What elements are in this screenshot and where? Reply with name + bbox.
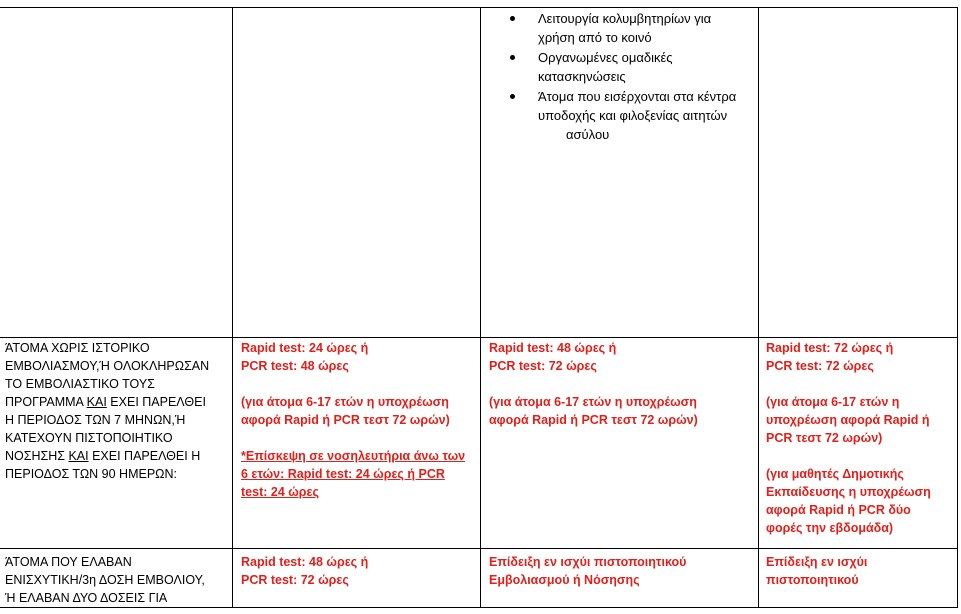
category-cell-booster: ΆΤΟΜΑ ΠΟΥ ΕΛΑΒΑΝ ΕΝΙΣΧΥΤΙΚΗ/3η ΔΟΣΗ ΕΜΒΟΛΙΟΥ, Ή ΕΛΑΒΑΝ ΔΥΟ ΔΟΣΕΙΣ ΓΙΑ — [5, 555, 205, 605]
facility-list — [510, 9, 750, 145]
table-border-right — [957, 7, 958, 608]
list-item — [510, 48, 750, 86]
bullet-icon — [510, 94, 515, 99]
booster-requirement-venue2: Επίδειξη εν ισχύι πιστοποιητικού Εμβολιασμού ή Νόσησης — [489, 555, 687, 587]
table-border-bottom — [0, 607, 958, 608]
requirement-cell-venue1: Rapid test: 24 ώρες ή PCR test: 48 ώρες (για άτομα 6-17 ετών η υποχρέωση αφορά Rapid ή PCR τεστ 72 ωρών) *Επίσκεψη σε νοσηλευτήρια άνω των 6 ετών: Rapid test: 24 ώρες ή PCR test: 24 ώρες — [241, 341, 466, 499]
list-item — [510, 9, 750, 47]
list-item — [510, 87, 750, 144]
list-item-text: Άτομα που εισέρχονται στα κέντρα υποδοχής και φιλοξενίας αιτητών ασύλου — [538, 89, 737, 142]
requirement-cell-venue2: Rapid test: 48 ώρες ή PCR test: 72 ώρες (για άτομα 6-17 ετών η υποχρέωση αφορά Rapid ή PCR τεστ 72 ωρών) — [489, 341, 698, 427]
bullet-icon — [510, 16, 515, 21]
booster-requirement-venue1: Rapid test: 48 ώρες ή PCR test: 72 ώρες — [241, 555, 369, 587]
table-col-divider — [758, 7, 759, 608]
table-col-divider — [480, 7, 481, 608]
list-item-text: Λειτουργία κολυμβητηρίων για χρήση από το κοινό — [538, 11, 712, 45]
requirement-cell-venue3: Rapid test: 72 ώρες ή PCR test: 72 ώρες (για άτομα 6-17 ετών η υποχρέωση αφορά Rapid ή PCR τεστ 72 ωρών) (για μαθητές Δημοτικής Εκπαίδευσης η υποχρέωση αφορά Rapid ή PCR δύο φορές την εβδομάδα) — [766, 341, 931, 535]
booster-requirement-venue3: Επίδειξη εν ισχύι πιστοποιητικού — [766, 555, 868, 587]
table-col-divider — [232, 7, 233, 608]
table-row-divider — [0, 548, 958, 549]
list-item-text: Οργανωμένες ομαδικές κατασκηνώσεις — [538, 50, 673, 84]
table-row-divider — [0, 337, 958, 338]
table-border-top — [0, 7, 958, 8]
category-cell-unvaccinated: ΆΤΟΜΑ ΧΩΡΙΣ ΙΣΤΟΡΙΚΟ ΕΜΒΟΛΙΑΣΜΟΥ,Ή ΟΛΟΚΛΗΡΩΣΑΝ ΤΟ ΕΜΒΟΛΙΑΣΤΙΚΟ ΤΟΥΣ ΠΡΟΓΡΑΜΜΑ ΚΑΙ ΕΧΕΙ ΠΑΡΕΛΘΕΙ Η ΠΕΡΙΟΔΟΣ ΤΩΝ 7 ΜΗΝΩΝ,Ή ΚΑΤΕΧΟΥΝ ΠΙΣΤΟΠΟΙΗΤΙΚΟ ΝΟΣΗΣΗΣ ΚΑΙ ΕΧΕΙ ΠΑΡΕΛΘΕΙ Η ΠΕΡΙΟΔΟΣ ΤΩΝ 90 ΗΜΕΡΩΝ: — [5, 341, 210, 481]
bullet-icon — [510, 55, 515, 60]
